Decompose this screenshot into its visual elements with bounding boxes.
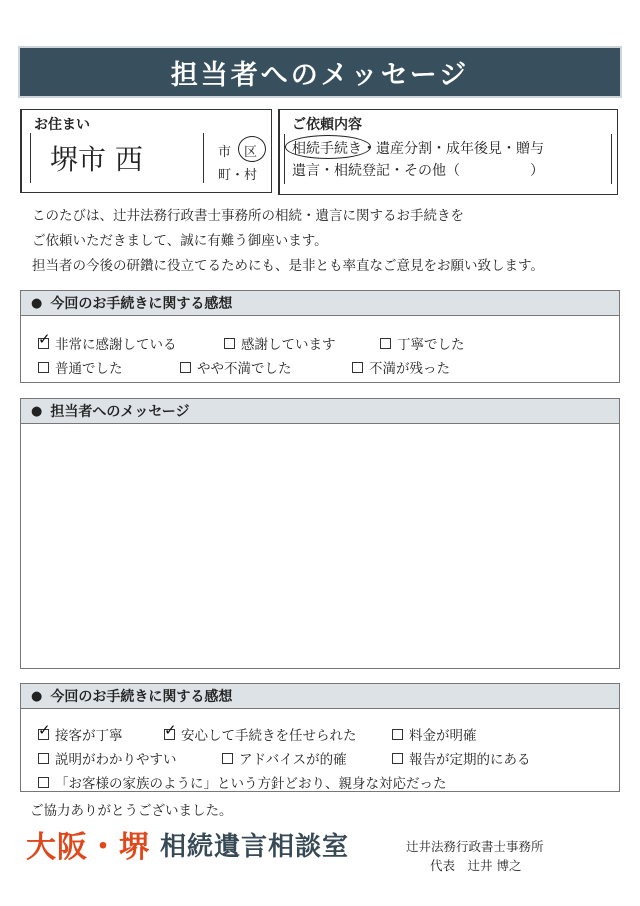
option-label: 「お客様の家族のように」という方針どおり、親身な対応だった: [55, 776, 447, 792]
checkbox-option[interactable]: [38, 357, 123, 377]
option-label: アドバイスが的確: [239, 752, 347, 768]
section-impression-header: [20, 290, 620, 316]
option-label: 安心して手続きを任せられた: [181, 728, 357, 744]
checkbox-icon[interactable]: [380, 338, 391, 349]
checkbox-icon[interactable]: [38, 753, 49, 764]
brand-logo-sub: 相続遺言相談室: [160, 832, 350, 862]
intro-text-1: このたびは、辻井法務行政書士事務所の相続・遺言に関するお手続きを: [32, 208, 464, 224]
section-title: 今回のお手続きに関する感想: [50, 689, 233, 705]
checkbox-option[interactable]: [224, 333, 336, 353]
representative-name: 代表 辻井 博之: [430, 858, 522, 873]
page-title: 担当者へのメッセージ: [18, 46, 622, 98]
option-label: 普通でした: [55, 361, 123, 377]
checkbox-icon[interactable]: [180, 362, 191, 373]
checkbox-option[interactable]: [392, 724, 477, 744]
checkbox-icon[interactable]: [392, 729, 403, 740]
address-city-option[interactable]: 市: [218, 145, 232, 160]
section-title: 担当者へのメッセージ: [50, 404, 190, 420]
checkbox-icon[interactable]: [352, 362, 363, 373]
address-town-village-option[interactable]: 町・村: [218, 168, 258, 183]
message-textarea[interactable]: [20, 424, 620, 669]
section-message-header: [20, 398, 620, 424]
request-options-line-1[interactable]: 相続手続き・遺産分割・成年後見・贈与: [292, 141, 544, 157]
checkbox-checked-icon[interactable]: [38, 338, 49, 349]
address-value[interactable]: 堺市 西: [50, 143, 143, 176]
checkbox-icon[interactable]: [392, 753, 403, 764]
checkbox-option[interactable]: [392, 748, 531, 768]
option-label: やや不満でした: [197, 361, 292, 377]
brand-logo-main: 大阪・堺: [26, 830, 150, 865]
option-label: 報告が定期的にある: [409, 752, 531, 768]
checkbox-option[interactable]: [164, 724, 357, 744]
checkbox-option[interactable]: [380, 333, 465, 353]
request-options-line-2[interactable]: 遺言・相続登記・その他（ ）: [292, 163, 544, 179]
option-label: 料金が明確: [409, 728, 477, 744]
option-label: 不満が残った: [369, 361, 450, 377]
thanks-text: ご協力ありがとうございました。: [30, 803, 233, 819]
checkbox-option[interactable]: [38, 772, 447, 792]
bullet-icon: ●: [31, 403, 43, 419]
intro-text-2: ご依頼いただきまして、誠に有難う御座います。: [32, 233, 328, 249]
section-title: 今回のお手続きに関する感想: [50, 296, 233, 312]
checkbox-option[interactable]: [38, 333, 177, 353]
option-label: 感謝しています: [241, 337, 336, 353]
request-label: ご依頼内容: [292, 117, 362, 133]
option-label: 非常に感謝している: [55, 337, 177, 353]
office-name: 辻井法務行政書士事務所: [406, 839, 544, 854]
bullet-icon: ●: [31, 295, 43, 311]
checkbox-icon[interactable]: [38, 362, 49, 373]
option-label: 丁寧でした: [397, 337, 465, 353]
checkbox-option[interactable]: [38, 748, 177, 768]
checkbox-option[interactable]: [222, 748, 347, 768]
checkbox-checked-icon[interactable]: [164, 729, 175, 740]
checkbox-icon[interactable]: [38, 777, 49, 788]
option-label: 説明がわかりやすい: [55, 752, 177, 768]
checkbox-icon[interactable]: [222, 753, 233, 764]
checkbox-option[interactable]: [352, 357, 450, 377]
address-ward-option[interactable]: 区: [244, 145, 258, 160]
section-impression-detail-header: [20, 683, 620, 709]
checkbox-checked-icon[interactable]: [38, 729, 49, 740]
checkbox-icon[interactable]: [224, 338, 235, 349]
intro-text-3: 担当者の今後の研鑽に役立てるためにも、是非とも率直なご意見をお願い致します。: [32, 258, 544, 274]
checkbox-option[interactable]: [180, 357, 292, 377]
address-label: お住まい: [34, 117, 90, 133]
checkbox-option[interactable]: [38, 724, 123, 744]
option-label: 接客が丁寧: [55, 728, 123, 744]
bullet-icon: ●: [31, 688, 43, 704]
